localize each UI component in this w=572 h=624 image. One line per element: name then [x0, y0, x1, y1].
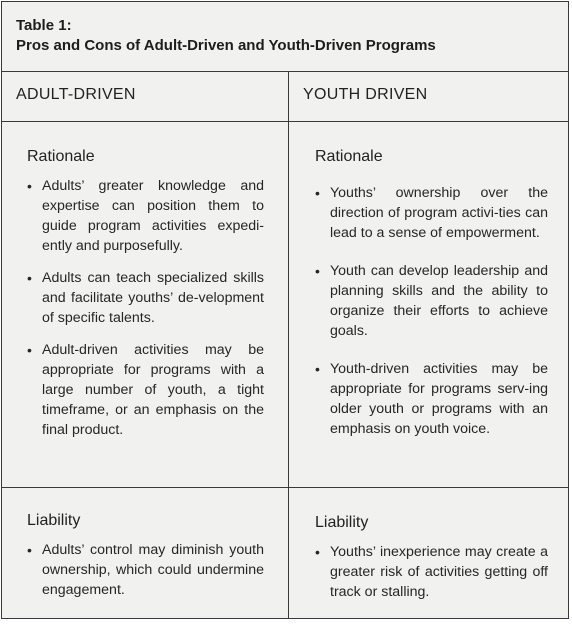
list-item: • Youth can develop leadership and planning skills and the ability to organize their efforts to achieve goals. [315, 261, 548, 341]
adult-liability-cell [2, 488, 289, 618]
youth-rationale-title: Rationale [315, 148, 383, 165]
table-grid [2, 72, 568, 618]
column-header-youth-driven: YOUTH DRIVEN [289, 72, 568, 122]
list-item: • Youth-driven activities may be appropriate for programs serv-ing older youth or programs with an emphasis on youth voice. [315, 359, 548, 439]
list-item: • Youths’ inexperience may create a greater risk of activities getting off track or stalling. [315, 542, 548, 602]
adult-liability-list [27, 540, 264, 600]
table-caption [2, 2, 568, 72]
list-item: • Adults can teach specialized skills and facilitate youths’ de-velopment of specific talents. [27, 268, 264, 328]
list-item: • Adults’ greater knowledge and expertise can position them to guide program activities expedi-ently and purposefully. [27, 176, 264, 256]
column-header-adult-driven: ADULT-DRIVEN [2, 72, 289, 122]
table-title: Pros and Cons of Adult-Driven and Youth-Driven Programs [16, 37, 436, 54]
list-item: • Youths’ ownership over the direction of program activi-ties can lead to a sense of empowerment. [315, 183, 548, 243]
adult-rationale-title: Rationale [27, 148, 95, 165]
youth-rationale-list [315, 183, 548, 439]
youth-liability-title: Liability [315, 514, 369, 531]
adult-rationale-cell [2, 122, 289, 488]
adult-rationale-list [27, 176, 264, 440]
youth-liability-list [315, 542, 548, 602]
list-item: • Adults’ control may diminish youth ownership, which could undermine engagement. [27, 540, 264, 600]
list-item: • Adult-driven activities may be appropriate for programs with a large number of youth, a tight timeframe, or an emphasis on the final product. [27, 340, 264, 440]
youth-rationale-cell [289, 122, 568, 488]
adult-liability-title: Liability [27, 512, 81, 529]
table-label: Table 1: [16, 17, 72, 34]
youth-liability-cell [289, 488, 568, 618]
comparison-table [1, 1, 569, 619]
